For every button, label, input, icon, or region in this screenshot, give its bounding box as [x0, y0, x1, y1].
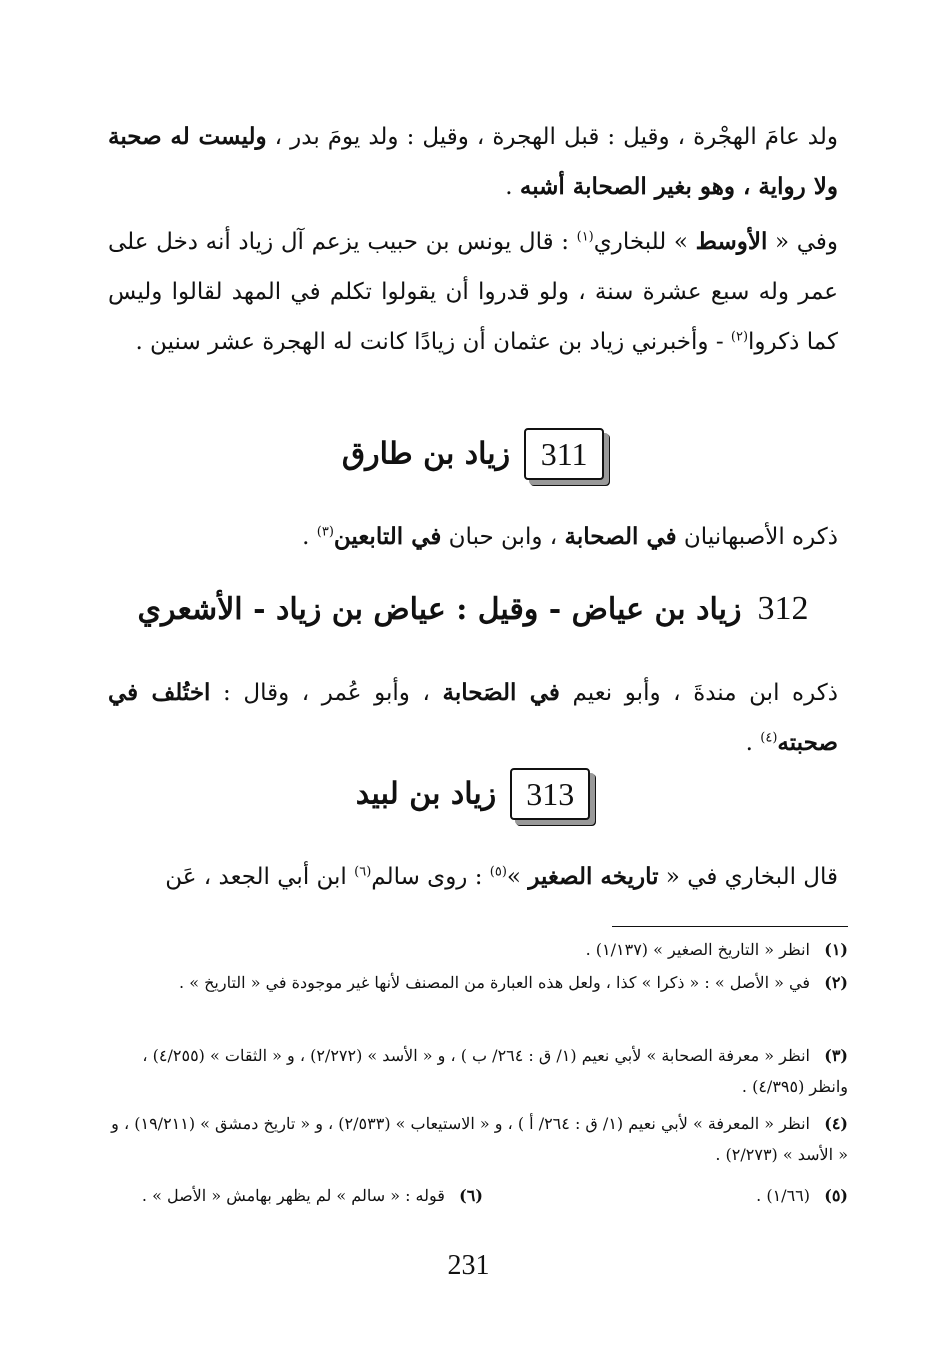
text-run: ، وأبو عُمر ، وقال : [210, 680, 443, 706]
footnote-4 [108, 1108, 848, 1170]
text-run: وفي « [767, 229, 838, 255]
footnote-ref[interactable]: (٣) [316, 524, 334, 540]
entry-title: زياد بن عياض - وقيل : عياض بن زياد - الأشعري [137, 592, 742, 627]
text-run: : روى سالم [371, 864, 490, 890]
footnote-ref[interactable]: (٢) [730, 329, 749, 345]
text-run: : قال يونس بن حبيب يزعم آل زياد أنه دخل على عمر وله سبع عشرة سنة ، ولو قدروا أن يقولوا تكلم في المهد لقالوا وليس كما ذكروا [108, 229, 838, 355]
footnote-text: في « الأصل » : « ذكرا » كذا ، ولعل هذه العبارة من المصنف لأنها غير موجودة في « التاريخ » . [179, 973, 810, 992]
bold-run: في الصَحابة [442, 679, 560, 706]
footnote-ref[interactable]: (١) [576, 229, 594, 245]
text-run: ابن أبي الجعد ، عَن [165, 864, 355, 890]
entry-heading-312 [108, 590, 838, 628]
text-run: ذكره ابن مندةَ ، وأبو نعيم [559, 680, 838, 706]
entry-title: زياد بن لبيد [355, 776, 497, 812]
bold-run: في الصحابة [564, 523, 677, 550]
footnote-number: (١) [824, 940, 848, 959]
text-run: » للبخاري [593, 229, 696, 255]
text-run: ذكره الأصبهانيان [676, 524, 838, 550]
entry-heading-313 [108, 768, 838, 820]
footnote-text: انظر « المعرفة » لأبي نعيم (١/ ق : ٢٦٤/ أ ) ، و « الاستيعاب » (٢/٥٣٣) ، و « تاريخ دمشق » (١٩/٢١١) ، و « الأسد » (٢/٢٧٣) . [111, 1114, 848, 1164]
text-run: . [505, 174, 520, 200]
footnote-6 [142, 1186, 483, 1205]
footnote-ref[interactable]: (٥) [489, 864, 507, 880]
text-run: » [506, 864, 529, 890]
footnote-2 [108, 967, 848, 998]
entry-number: 312 [757, 590, 809, 627]
entry-title: زياد بن طارق [341, 436, 511, 472]
footnote-ref[interactable]: (٤) [760, 730, 778, 746]
footnote-number: (٦) [459, 1186, 483, 1205]
bold-run: تاريخه الصغير [528, 863, 659, 890]
text-run: ولد عامَ الهجْرة ، وقيل : قبل الهجرة ، وقيل : ولد يومَ بدر ، [266, 124, 838, 150]
paragraph-1 [108, 112, 838, 212]
text-run: . [745, 730, 761, 756]
footnote-number: (٤) [824, 1114, 848, 1133]
text-run: . [302, 524, 317, 550]
paragraph-4 [108, 668, 838, 768]
footnote-text: انظر « معرفة الصحابة » لأبي نعيم (١/ ق : ٢٦٤/ ب ) ، و « الأسد » (٢/٢٧٢) ، و « الثقات » (٤/٢٥٥) ، وانظر (٤/٣٩٥) . [142, 1046, 848, 1096]
entry-heading-311 [108, 428, 838, 480]
footnote-3 [108, 1040, 848, 1102]
bold-run: الأوسط [695, 228, 768, 255]
footnote-number: (٣) [824, 1046, 848, 1065]
footnote-text: قوله : « سالم » لم يظهر بهامش « الأصل » . [141, 1186, 445, 1205]
text-run: ، وابن حبان [441, 524, 565, 550]
page-number: 231 [447, 1250, 490, 1281]
paragraph-3 [108, 512, 838, 562]
footnote-1 [108, 934, 848, 965]
bold-run: وليست له صحبة ولا رواية ، وهو بغير الصحابة أشبه [108, 123, 838, 200]
footnote-separator [612, 926, 848, 927]
paragraph-2 [108, 217, 838, 367]
footnote-text: (١/٦٦) . [756, 1186, 810, 1205]
paragraph-5 [108, 852, 838, 902]
bold-run: في التابعين [333, 523, 442, 550]
footnote-number: (٢) [824, 973, 848, 992]
footnote-row-5-6 [108, 1180, 848, 1211]
footnote-text: انظر « التاريخ الصغير » (١/١٣٧) . [585, 940, 810, 959]
entry-number-box: 311 [524, 428, 604, 480]
bold-run: اختُلف في صحبته [108, 679, 838, 756]
footnote-ref[interactable]: (٦) [354, 864, 372, 880]
entry-number-box: 313 [510, 768, 590, 820]
footnote-number: (٥) [824, 1186, 848, 1205]
text-run: قال البخاري في « [658, 864, 838, 890]
text-run: - وأخبرني زياد بن عثمان أن زيادًا كانت له الهجرة عشر سنين . [135, 329, 731, 355]
footnote-5 [488, 1180, 848, 1211]
